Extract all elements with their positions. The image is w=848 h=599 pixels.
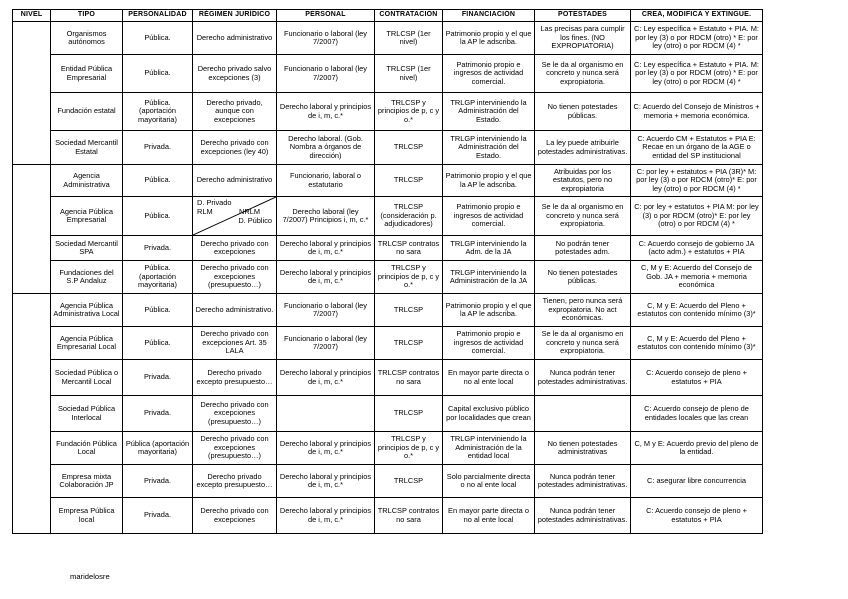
crea-cell: C, M y E: Acuerdo del Pleno + estatutos con contenido mínimo (3)* (631, 294, 763, 327)
financiacion-cell: TRLGP interviniendo la Adm. de la JA (443, 236, 535, 261)
personalidad-cell: Pública. (aportación mayoritaria) (123, 261, 193, 294)
personalidad-cell: Pública. (123, 22, 193, 55)
tipo-cell: Fundaciones del S.P Andaluz (51, 261, 123, 294)
tipo-cell: Sociedad Pública Interlocal (51, 396, 123, 432)
contratacion-cell: TRLCSP contratos no sara (375, 236, 443, 261)
personal-cell: Funcionario o laboral (ley 7/2007) (277, 22, 375, 55)
regimen-cell: Derecho privado con excepciones (presupuesto…) (193, 432, 277, 465)
table-row (13, 465, 763, 498)
personal-cell: Funcionario, laboral o estatutario (277, 165, 375, 197)
regimen-cell: Derecho privado con excepciones Art. 35 LALA (193, 327, 277, 360)
financiacion-cell: TRLGP interviniendo la Administración de la JA (443, 261, 535, 294)
crea-cell: C, M y E: Acuerdo del Consejo de Gob. JA + memoria + memoria económica (631, 261, 763, 294)
financiacion-cell: Patrimonio propio y el que la AP le adscriba. (443, 22, 535, 55)
header-personalidad: PERSONALIDAD (123, 10, 193, 22)
table-row (13, 93, 763, 131)
personal-cell: Funcionario o laboral (ley 7/2007) (277, 327, 375, 360)
regimen-split-b: RLM (197, 207, 213, 216)
potestades-cell: Atribuidas por los estatutos, pero no expropiatoria (535, 165, 631, 197)
table-row (13, 197, 763, 236)
crea-cell: C: Acuerdo consejo de pleno + estatutos + PIA (631, 498, 763, 534)
potestades-cell: No tienen potestades administrativas (535, 432, 631, 465)
potestades-cell: Nunca podrán tener potestades administrativas. (535, 360, 631, 396)
personalidad-cell: Privada. (123, 465, 193, 498)
crea-cell: C: Acuerdo consejo de pleno de entidades locales que las crean (631, 396, 763, 432)
financiacion-cell: Patrimonio propio e ingresos de actividad comercial. (443, 197, 535, 236)
table-row (13, 22, 763, 55)
personalidad-cell: Pública. (123, 327, 193, 360)
header-regimen: RÉGIMEN JURÍDICO (193, 10, 277, 22)
header-potestades: POTESTADES (535, 10, 631, 22)
regimen-cell (193, 197, 277, 236)
personalidad-cell: Privada. (123, 131, 193, 165)
table-row (13, 55, 763, 93)
crea-cell: C: Acuerdo CM + Estatutos + PIA E: Recae en un órgano de la AGE o entidad del SP institucional (631, 131, 763, 165)
header-row (13, 10, 763, 22)
contratacion-cell: TRLCSP (1er nivel) (375, 22, 443, 55)
regimen-cell: Derecho privado con excepciones (193, 236, 277, 261)
contratacion-cell: TRLCSP (consideración p. adjudicadores) (375, 197, 443, 236)
regimen-cell: Derecho privado salvo excepciones (3) (193, 55, 277, 93)
crea-cell: C: Acuerdo consejo de gobierno JA (acto adm.) + estatutos + PIA (631, 236, 763, 261)
personalidad-cell: Pública. (aportación mayoritaria) (123, 93, 193, 131)
crea-cell: C: Acuerdo del Consejo de Ministros + memoria + memoria económica. (631, 93, 763, 131)
personalidad-cell: Privada. (123, 498, 193, 534)
header-personal: PERSONAL (277, 10, 375, 22)
potestades-cell: Se le da al organismo en concreto y nunca será expropiatoria. (535, 55, 631, 93)
potestades-cell: Nunca podrán tener potestades administrativas. (535, 465, 631, 498)
tipo-cell: Fundación Pública Local (51, 432, 123, 465)
header-contratacion: CONTRATACIÓN (375, 10, 443, 22)
regimen-cell: Derecho privado, aunque con excepciones (193, 93, 277, 131)
regimen-cell: Derecho privado con excepciones (193, 498, 277, 534)
personalidad-cell: Pública. (123, 55, 193, 93)
potestades-cell: No tienen potestades públicas. (535, 93, 631, 131)
crea-cell: C: por ley + estatutos + PIA (3R)* M: por ley (3) o por RDCM (otro)* E: por ley (otro) o por RDCM (4) * (631, 165, 763, 197)
nivel-cell (13, 22, 51, 165)
financiacion-cell: Patrimonio propio y el que la AP le adscriba. (443, 165, 535, 197)
personal-cell: Derecho laboral y principios de i, m, c.* (277, 93, 375, 131)
personalidad-cell: Pública. (123, 294, 193, 327)
potestades-cell: Tienen, pero nunca será expropiatoria. No act económicas. (535, 294, 631, 327)
contratacion-cell: TRLCSP (1er nivel) (375, 55, 443, 93)
header-financiacion: FINANCIACIÓN (443, 10, 535, 22)
tipo-cell: Organismos autónomos (51, 22, 123, 55)
contratacion-cell: TRLCSP (375, 327, 443, 360)
table-row (13, 294, 763, 327)
financiacion-cell: Patrimonio propio y el que la AP le adscriba. (443, 294, 535, 327)
table-row (13, 261, 763, 294)
potestades-cell (535, 396, 631, 432)
table-row (13, 236, 763, 261)
regimen-split-c: NRLM (239, 207, 260, 216)
personalidad-cell: Pública. (123, 197, 193, 236)
summary-sheet (12, 9, 763, 534)
table-body (13, 22, 763, 534)
regimen-split-a: D. Privado (197, 198, 232, 207)
tipo-cell: Sociedad Pública o Mercantil Local (51, 360, 123, 396)
financiacion-cell: TRLGP interviniendo la Administración del Estado. (443, 93, 535, 131)
financiacion-cell: Solo parcialmente directa o no al ente local (443, 465, 535, 498)
table-row (13, 396, 763, 432)
regimen-cell: Derecho privado con excepciones (presupuesto…) (193, 396, 277, 432)
tipo-cell: Empresa Pública local (51, 498, 123, 534)
crea-cell: C: Ley específica + Estatuto + PIA. M: por ley (3) o por RDCM (otro) * E: por ley (otro) o por RDCM (4) * (631, 55, 763, 93)
crea-cell: C: asegurar libre concurrencia (631, 465, 763, 498)
header-crea: CREA, MODIFICA Y EXTINGUE. (631, 10, 763, 22)
regimen-split-d: D. Público (238, 216, 272, 225)
personalidad-cell: Pública. (123, 165, 193, 197)
table-row (13, 131, 763, 165)
header-tipo: TIPO (51, 10, 123, 22)
crea-cell: C: Acuerdo consejo de pleno + estatutos + PIA (631, 360, 763, 396)
personal-cell: Derecho laboral y principios de i, m, c.* (277, 432, 375, 465)
personal-cell: Derecho laboral (ley 7/2007) Principios i, m, c.* (277, 197, 375, 236)
contratacion-cell: TRLCSP y principios de p, c y o.* (375, 432, 443, 465)
personal-cell: Derecho laboral. (Gob. Nombra a órganos de dirección) (277, 131, 375, 165)
contratacion-cell: TRLCSP (375, 396, 443, 432)
potestades-cell: Las precisas para cumplir los fines. (NO EXPROPIATORIA) (535, 22, 631, 55)
contratacion-cell: TRLCSP contratos no sara (375, 498, 443, 534)
financiacion-cell: Patrimonio propio e ingresos de actividad comercial. (443, 327, 535, 360)
tipo-cell: Agencia Pública Empresarial Local (51, 327, 123, 360)
regimen-cell: Derecho administrativo. (193, 294, 277, 327)
crea-cell: C, M y E: Acuerdo previo del pleno de la entidad. (631, 432, 763, 465)
personal-cell: Derecho laboral y principios de i, m, c.* (277, 236, 375, 261)
tipo-cell: Sociedad Mercantil SPA (51, 236, 123, 261)
contratacion-cell: TRLCSP y principios de p, c y o.* (375, 261, 443, 294)
tipo-cell: Entidad Pública Empresarial (51, 55, 123, 93)
contratacion-cell: TRLCSP (375, 165, 443, 197)
entities-table (12, 9, 763, 534)
tipo-cell: Empresa mixta Colaboración JP (51, 465, 123, 498)
personalidad-cell: Pública (aportación mayoritaria) (123, 432, 193, 465)
regimen-cell: Derecho privado excepto presupuesto… (193, 360, 277, 396)
potestades-cell: Se le da al organismo en concreto y nunca será expropiatoria. (535, 197, 631, 236)
header-nivel: NIVEL (13, 10, 51, 22)
contratacion-cell: TRLCSP (375, 465, 443, 498)
financiacion-cell: En mayor parte directa o no al ente local (443, 498, 535, 534)
personal-cell (277, 396, 375, 432)
table-row (13, 360, 763, 396)
tipo-cell: Agencia Pública Empresarial (51, 197, 123, 236)
author-footer: maridelosre (70, 572, 110, 581)
contratacion-cell: TRLCSP contratos no sara (375, 360, 443, 396)
regimen-cell: Derecho privado con excepciones (presupuesto…) (193, 261, 277, 294)
table-row (13, 498, 763, 534)
financiacion-cell: TRLGP interviniendo la Administración del Estado. (443, 131, 535, 165)
regimen-cell: Derecho privado con excepciones (ley 40) (193, 131, 277, 165)
regimen-cell: Derecho administrativo (193, 165, 277, 197)
regimen-cell: Derecho administrativo (193, 22, 277, 55)
tipo-cell: Agencia Pública Administrativa Local (51, 294, 123, 327)
tipo-cell: Fundación estatal (51, 93, 123, 131)
regimen-cell: Derecho privado excepto presupuesto… (193, 465, 277, 498)
crea-cell: C, M y E: Acuerdo del Pleno + estatutos con contenido mínimo (3)* (631, 327, 763, 360)
financiacion-cell: Patrimonio propio e ingresos de actividad comercial. (443, 55, 535, 93)
tipo-cell: Sociedad Mercantil Estatal (51, 131, 123, 165)
table-row (13, 165, 763, 197)
contratacion-cell: TRLCSP (375, 131, 443, 165)
potestades-cell: Se le da al organismo en concreto y nunca será expropiatoria. (535, 327, 631, 360)
table-row (13, 327, 763, 360)
crea-cell: C: Ley específica + Estatuto + PIA. M: por ley (3) o por RDCM (otro) * E: por ley (otro) o por RDCM (4) * (631, 22, 763, 55)
tipo-cell: Agencia Administrativa (51, 165, 123, 197)
personal-cell: Derecho laboral y principios de i, m, c.* (277, 465, 375, 498)
potestades-cell: No tienen potestades públicas. (535, 261, 631, 294)
personal-cell: Funcionario o laboral (ley 7/2007) (277, 294, 375, 327)
crea-cell: C: por ley + estatutos + PIA M: por ley (3) o por RDCM (otro)* E: por ley (otro) o por RDCM (4) * (631, 197, 763, 236)
contratacion-cell: TRLCSP y principios de p, c y o.* (375, 93, 443, 131)
financiacion-cell: En mayor parte directa o no al ente local (443, 360, 535, 396)
potestades-cell: La ley puede atribuirle potestades administrativas. (535, 131, 631, 165)
personal-cell: Derecho laboral y principios de i, m, c.* (277, 261, 375, 294)
financiacion-cell: TRLGP interviniendo la Administración de la entidad local (443, 432, 535, 465)
personal-cell: Derecho laboral y principios de i, m, c.* (277, 498, 375, 534)
potestades-cell: No podrán tener potestades adm. (535, 236, 631, 261)
personalidad-cell: Privada. (123, 396, 193, 432)
potestades-cell: Nunca podrán tener potestades administrativas. (535, 498, 631, 534)
nivel-cell (13, 294, 51, 534)
personal-cell: Funcionario o laboral (ley 7/2007) (277, 55, 375, 93)
personal-cell: Derecho laboral y principios de i, m, c.* (277, 360, 375, 396)
contratacion-cell: TRLCSP (375, 294, 443, 327)
nivel-cell (13, 165, 51, 294)
financiacion-cell: Capital exclusivo público por localidades que crean (443, 396, 535, 432)
personalidad-cell: Privada. (123, 360, 193, 396)
personalidad-cell: Privada. (123, 236, 193, 261)
table-row (13, 432, 763, 465)
